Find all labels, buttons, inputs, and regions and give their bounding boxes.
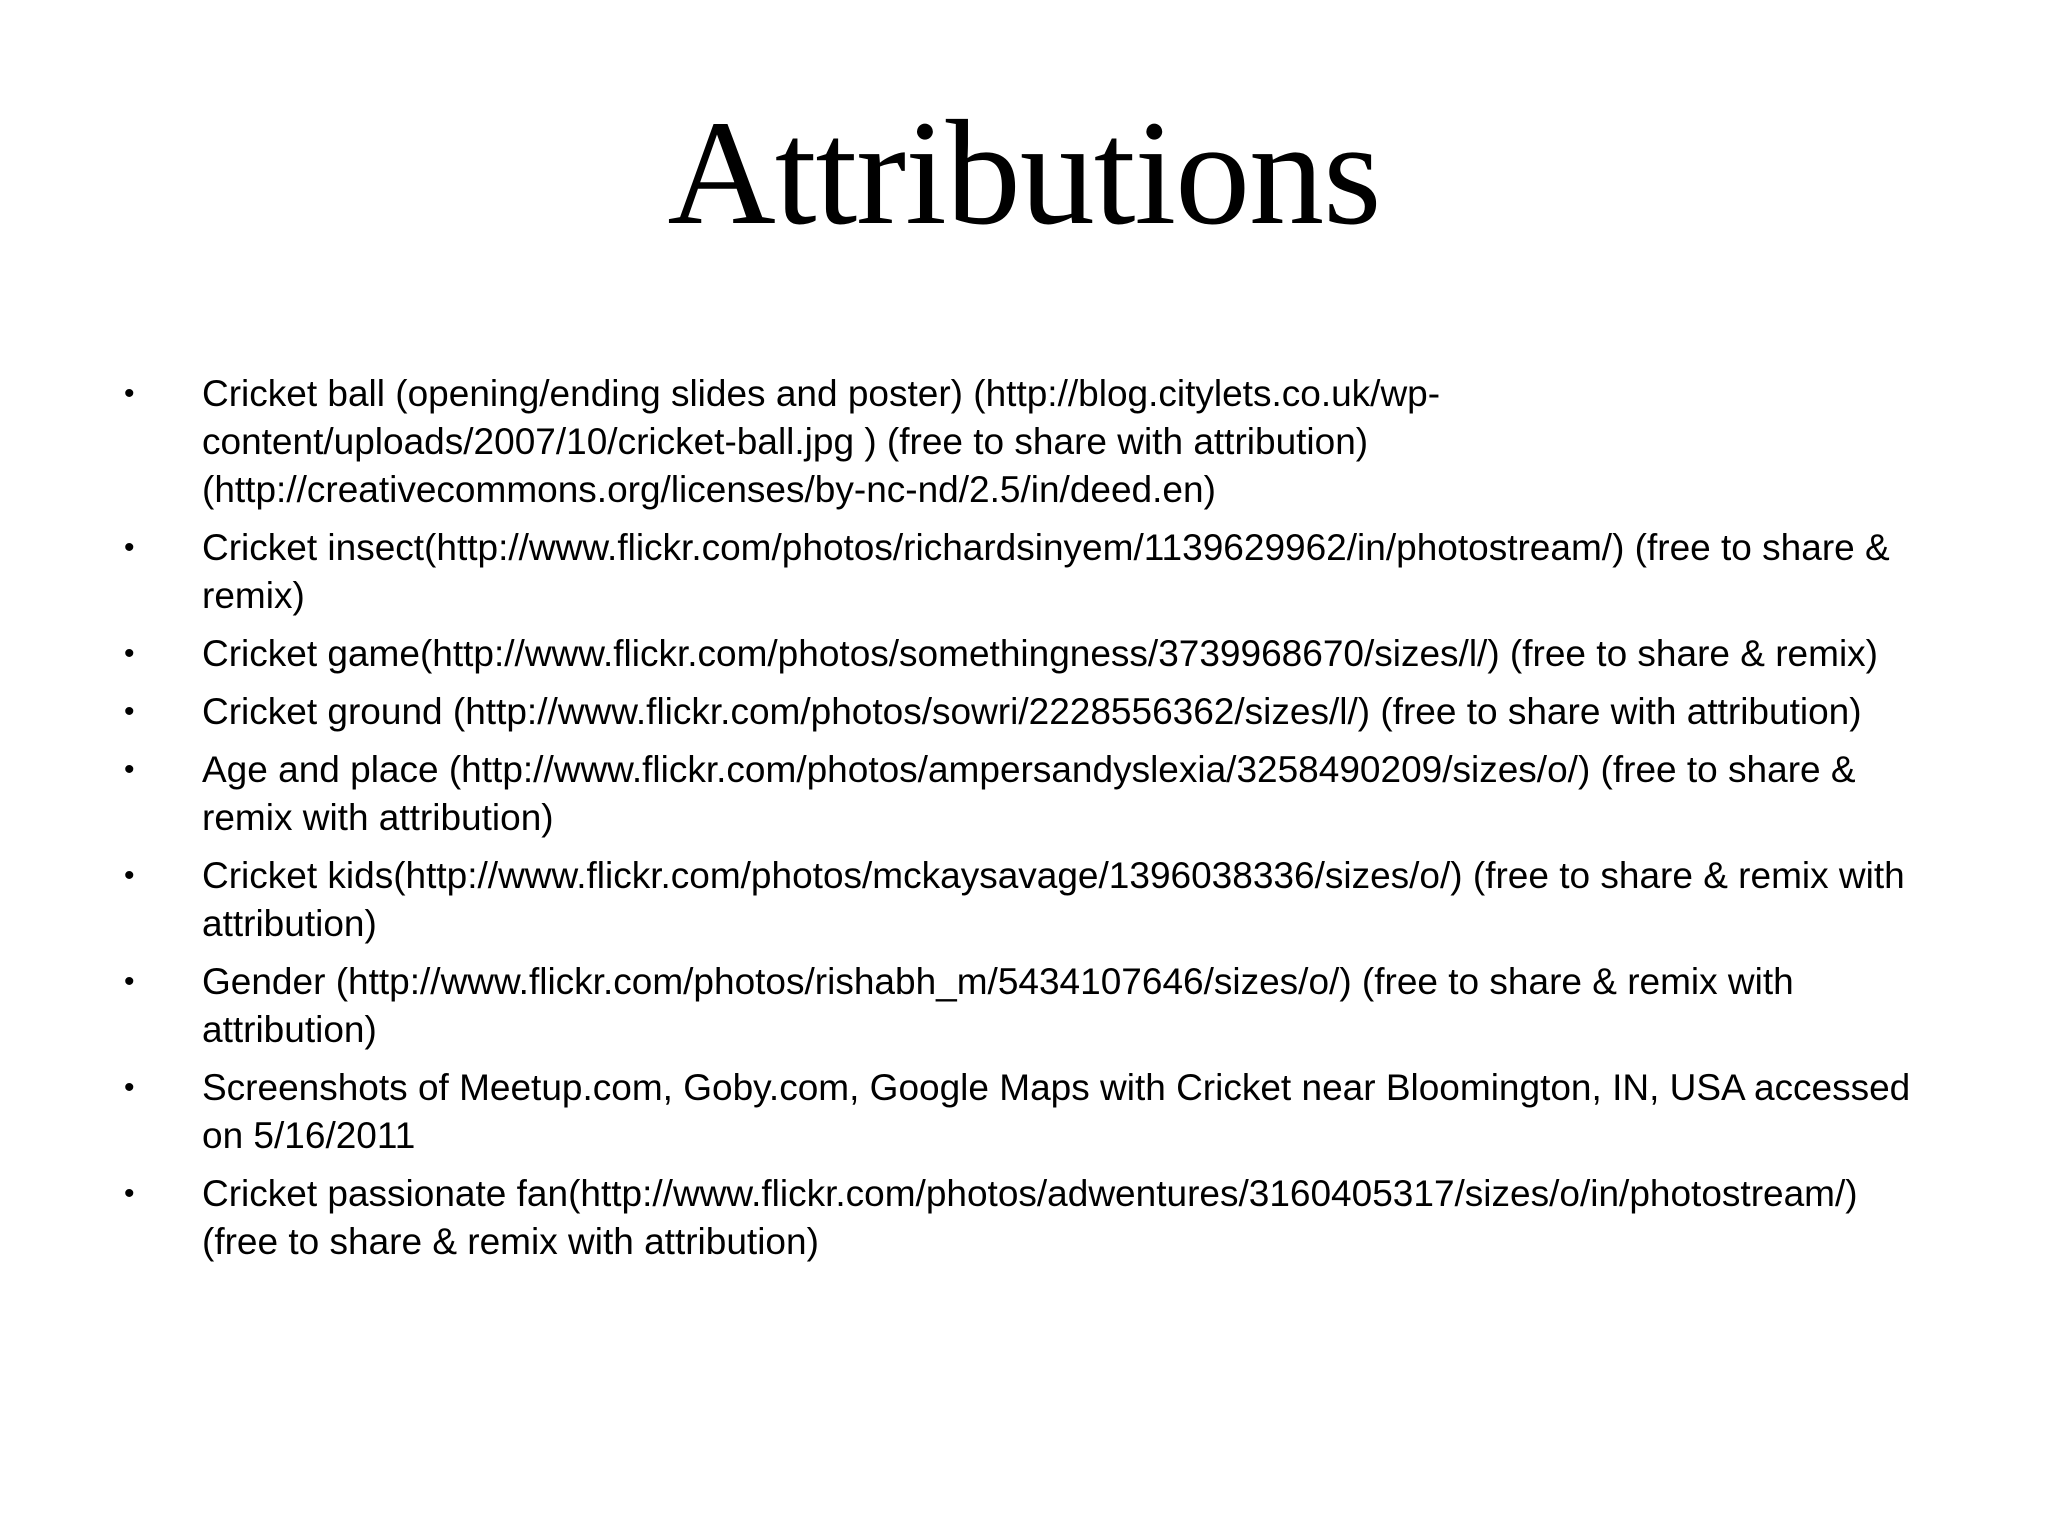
bullet-icon: • <box>124 531 135 564</box>
bullet-icon: • <box>124 965 135 998</box>
attribution-line: attribution) <box>202 903 377 944</box>
attribution-line: remix with attribution) <box>202 797 554 838</box>
attribution-list <box>0 370 2048 1276</box>
attribution-line: Cricket passionate fan(http://www.flickr.com/photos/adwentures/3160405317/sizes/o/in/photostream/) <box>202 1173 1858 1214</box>
attribution-item <box>0 1064 2048 1160</box>
attribution-line: (http://creativecommons.org/licenses/by-nc-nd/2.5/in/deed.en) <box>202 469 1216 510</box>
bullet-icon: • <box>124 377 135 410</box>
attribution-line: Screenshots of Meetup.com, Goby.com, Google Maps with Cricket near Bloomington, IN, USA accessed <box>202 1067 1911 1108</box>
attribution-text <box>202 370 1988 514</box>
attribution-line: attribution) <box>202 1009 377 1050</box>
attribution-item <box>0 688 2048 736</box>
attribution-text <box>202 630 1988 678</box>
attribution-line: Cricket kids(http://www.flickr.com/photos/mckaysavage/1396038336/sizes/o/) (free to share & remix with <box>202 855 1905 896</box>
attribution-text <box>202 524 1988 620</box>
attribution-item <box>0 370 2048 514</box>
attribution-item <box>0 630 2048 678</box>
attribution-text <box>202 1064 1988 1160</box>
bullet-icon: • <box>124 1177 135 1210</box>
attribution-text <box>202 1170 1988 1266</box>
attribution-line: content/uploads/2007/10/cricket-ball.jpg ) (free to share with attribution) <box>202 421 1369 462</box>
bullet-icon: • <box>124 859 135 892</box>
attribution-item <box>0 524 2048 620</box>
bullet-icon: • <box>124 637 135 670</box>
attribution-line: Age and place (http://www.flickr.com/photos/ampersandyslexia/3258490209/sizes/o/) (free to share & <box>202 749 1856 790</box>
attribution-line: on 5/16/2011 <box>202 1115 416 1156</box>
bullet-icon: • <box>124 753 135 786</box>
attribution-line: Cricket game(http://www.flickr.com/photos/somethingness/3739968670/sizes/l/) (free to share & remix) <box>202 633 1878 674</box>
attribution-line: Gender (http://www.flickr.com/photos/rishabh_m/5434107646/sizes/o/) (free to share & remix with <box>202 961 1794 1002</box>
attribution-item <box>0 958 2048 1054</box>
attribution-line: Cricket insect(http://www.flickr.com/photos/richardsinyem/1139629962/in/photostream/) (free to share & <box>202 527 1890 568</box>
attribution-line: (free to share & remix with attribution) <box>202 1221 819 1262</box>
bullet-icon: • <box>124 1071 135 1104</box>
attribution-line: Cricket ground (http://www.flickr.com/photos/sowri/2228556362/sizes/l/) (free to share with attribution) <box>202 691 1862 732</box>
attribution-item <box>0 1170 2048 1266</box>
attribution-item <box>0 746 2048 842</box>
bullet-icon: • <box>124 695 135 728</box>
attribution-text <box>202 746 1988 842</box>
attribution-text <box>202 958 1988 1054</box>
attribution-line: Cricket ball (opening/ending slides and poster) (http://blog.citylets.co.uk/wp- <box>202 373 1441 414</box>
attribution-text <box>202 852 1988 948</box>
attribution-line: remix) <box>202 575 305 616</box>
attribution-item <box>0 852 2048 948</box>
slide-title: Attributions <box>667 90 1381 256</box>
attribution-text <box>202 688 1988 736</box>
